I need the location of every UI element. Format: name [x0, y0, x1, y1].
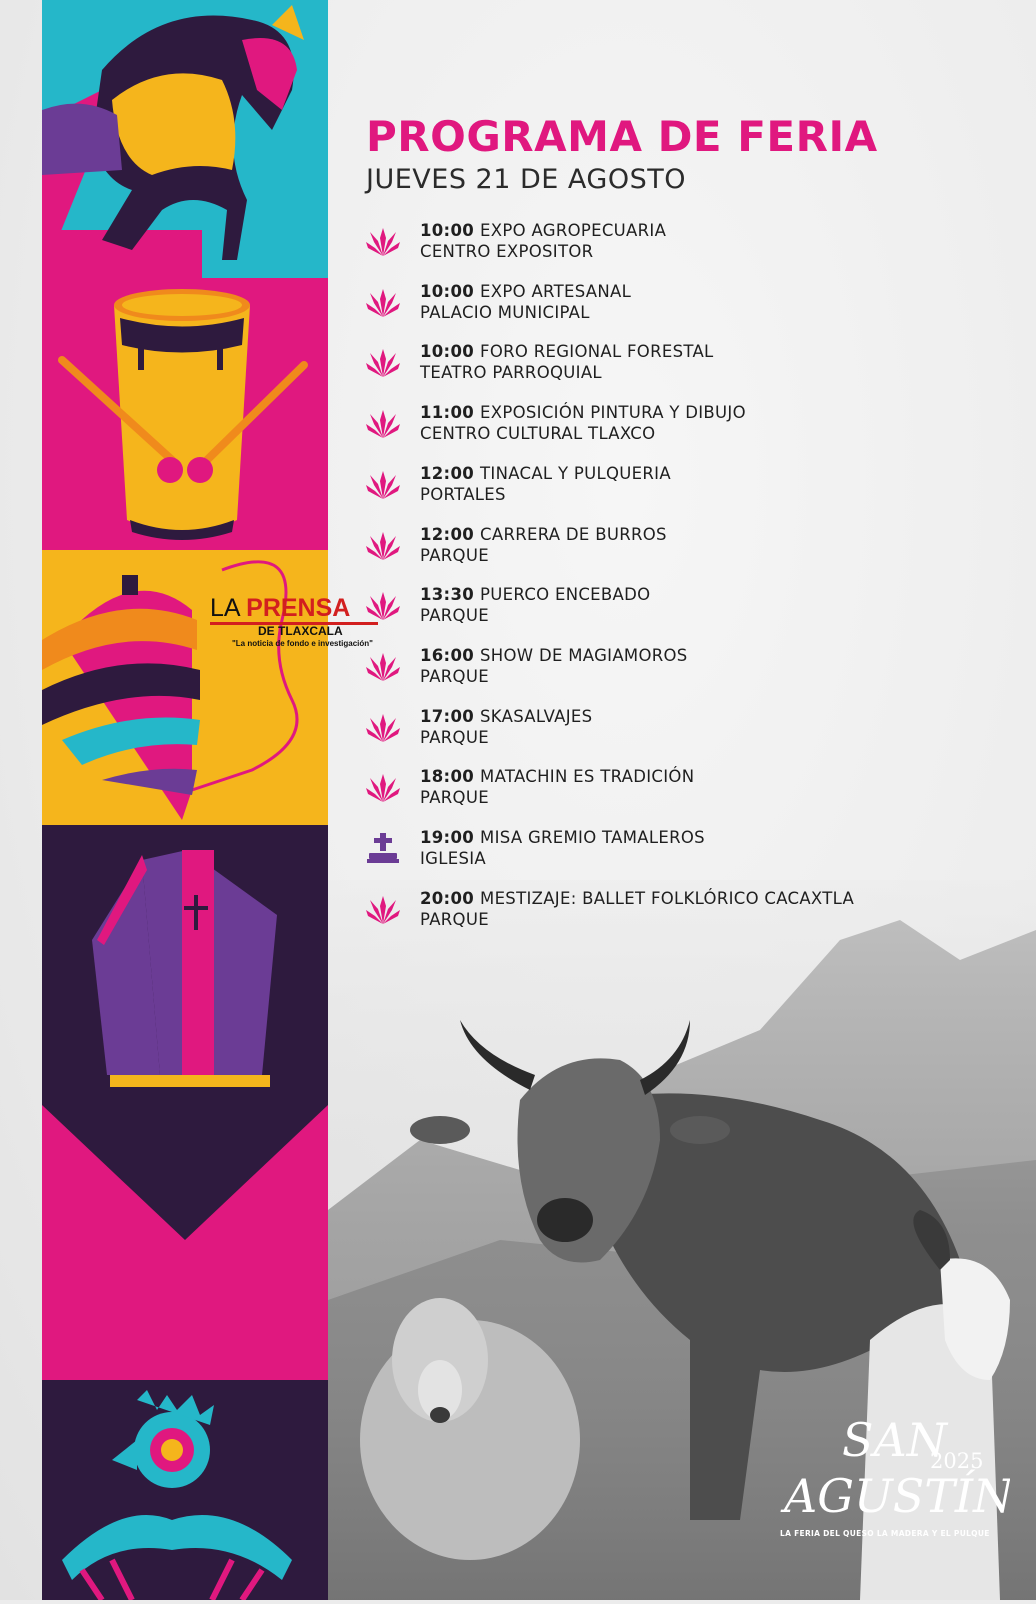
- horse-panel: [42, 0, 328, 278]
- event-time: 11:00: [420, 403, 475, 423]
- event-time: 12:00: [420, 463, 475, 483]
- schedule-item-line: [420, 766, 694, 787]
- event-date: JUEVES 21 DE AGOSTO: [366, 164, 686, 195]
- event-time: 19:00: [420, 828, 475, 847]
- event-title: TINACAL Y PULQUERIA: [480, 463, 671, 483]
- agave-icon: [366, 345, 400, 379]
- schedule-item-text: [420, 463, 671, 505]
- agave-icon: [366, 892, 400, 926]
- schedule-item-line: [420, 524, 667, 545]
- san-agustin-logo: [780, 1404, 1010, 1554]
- agave-icon: [366, 406, 400, 440]
- schedule-item-text: [420, 827, 705, 869]
- event-title: MATACHIN ES TRADICIÓN: [480, 767, 695, 787]
- event-time: 16:00: [420, 645, 475, 665]
- schedule-item-text: [420, 524, 667, 566]
- event-time: 10:00: [420, 342, 475, 362]
- schedule-item-text: [420, 584, 650, 626]
- press-subtitle: DE TLAXCALA: [258, 624, 343, 638]
- schedule-item: [366, 584, 1006, 634]
- event-time: 13:30: [420, 585, 475, 605]
- schedule-item: [366, 281, 1006, 331]
- schedule-item-line: [420, 584, 650, 605]
- schedule-item-text: [420, 888, 854, 930]
- event-location: PARQUE: [420, 545, 489, 565]
- event-title: SKASALVAJES: [480, 706, 593, 726]
- schedule-item: [366, 341, 1006, 391]
- event-title: MESTIZAJE: BALLET FOLKLÓRICO CACAXTLA: [480, 888, 855, 908]
- church-cross-icon: [366, 831, 400, 865]
- agave-icon: [366, 224, 400, 258]
- schedule-item-text: [420, 645, 688, 687]
- agave-icon: [366, 770, 400, 804]
- event-title: PUERCO ENCEBADO: [480, 585, 651, 605]
- schedule-item-line: [420, 463, 671, 484]
- agave-icon: [366, 710, 400, 744]
- schedule-item-line: [420, 706, 592, 727]
- logo-year: 2025: [930, 1449, 984, 1473]
- event-location: CENTRO CULTURAL TLAXCO: [420, 424, 656, 444]
- logo-line2: AGUSTÍN: [784, 1469, 1010, 1523]
- event-location: IGLESIA: [420, 849, 486, 868]
- event-location: PARQUE: [420, 666, 489, 686]
- agave-icon: [366, 467, 400, 501]
- schedule-item-line: [420, 827, 705, 848]
- logo-tagline: LA FERIA DEL QUESO LA MADERA Y EL PULQUE: [780, 1529, 990, 1538]
- schedule-item: [366, 524, 1006, 574]
- event-location: TEATRO PARROQUIAL: [420, 363, 602, 383]
- schedule-item: [366, 402, 1006, 452]
- press-brand-name: PRENSA: [246, 594, 351, 622]
- agave-icon: [366, 285, 400, 319]
- schedule-item: [366, 220, 1006, 270]
- agave-icon: [366, 528, 400, 562]
- drum-panel: [42, 278, 328, 550]
- event-time: 10:00: [420, 221, 475, 240]
- event-location: PALACIO MUNICIPAL: [420, 302, 590, 322]
- agave-icon: [366, 649, 400, 683]
- event-title: MISA GREMIO TAMALEROS: [480, 828, 705, 847]
- schedule-item: [366, 888, 1006, 938]
- top-panel: [42, 550, 328, 825]
- event-location: PARQUE: [420, 788, 489, 808]
- schedule-item-line: [420, 645, 688, 666]
- schedule-item: [366, 463, 1006, 513]
- event-location: PARQUE: [420, 606, 489, 626]
- event-location: PARQUE: [420, 727, 489, 747]
- schedule-item-text: [420, 402, 746, 444]
- schedule-item-text: [420, 706, 592, 748]
- event-title: FORO REGIONAL FORESTAL: [480, 342, 714, 362]
- schedule-item: [366, 645, 1006, 695]
- schedule-item-text: [420, 220, 666, 262]
- schedule-item: [366, 706, 1006, 756]
- press-brand: [210, 594, 350, 623]
- schedule-item-line: [420, 341, 714, 362]
- schedule-item-line: [420, 402, 746, 423]
- press-tagline: "La noticia de fondo e investigación": [232, 639, 373, 648]
- schedule-item-text: [420, 766, 694, 808]
- event-title: EXPOSICIÓN PINTURA Y DIBUJO: [480, 403, 746, 423]
- schedule-item: [366, 827, 1006, 877]
- logo-line1: SAN: [842, 1413, 947, 1467]
- schedule-item-line: [420, 281, 631, 302]
- event-time: 18:00: [420, 767, 475, 787]
- event-time: 17:00: [420, 706, 475, 726]
- schedule-item: [366, 766, 1006, 816]
- event-time: 10:00: [420, 281, 475, 301]
- schedule-item-text: [420, 341, 714, 383]
- page-title: PROGRAMA DE FERIA: [366, 112, 878, 161]
- press-watermark: [210, 594, 400, 652]
- event-title: SHOW DE MAGIAMOROS: [480, 645, 688, 665]
- event-location: PORTALES: [420, 484, 506, 504]
- schedule-item-line: [420, 220, 666, 241]
- event-time: 20:00: [420, 888, 475, 908]
- schedule-item-text: [420, 281, 631, 323]
- event-title: EXPO AGROPECUARIA: [480, 221, 667, 240]
- event-location: CENTRO EXPOSITOR: [420, 242, 594, 261]
- event-location: PARQUE: [420, 909, 489, 929]
- event-title: EXPO ARTESANAL: [480, 281, 632, 301]
- event-time: 12:00: [420, 524, 475, 544]
- schedule-item-line: [420, 888, 854, 909]
- press-brand-prefix: LA: [210, 594, 247, 622]
- event-title: CARRERA DE BURROS: [480, 524, 667, 544]
